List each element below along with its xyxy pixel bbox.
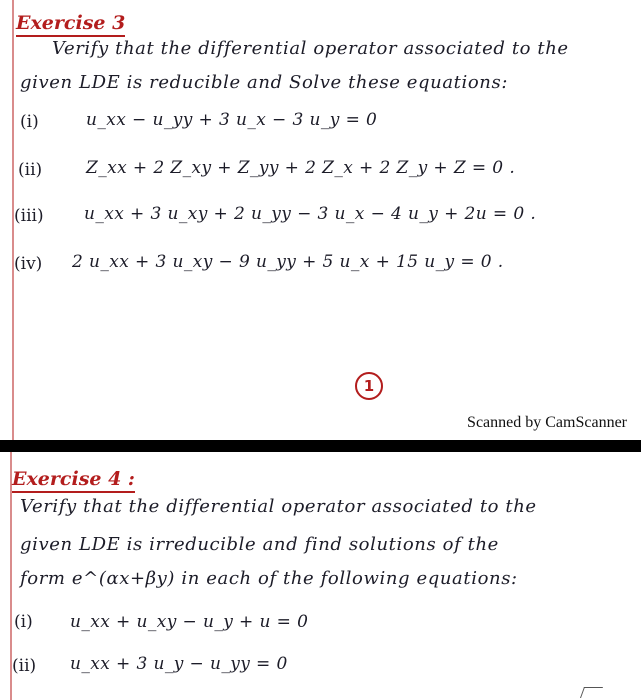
page-number-badge: 1 <box>355 372 383 400</box>
exercise-4-intro-line-3: form e^(αx+βy) in each of the following equations: <box>20 568 518 589</box>
equation: 2 u_xx + 3 u_xy − 9 u_yy + 5 u_x + 15 u_y = 0 . <box>72 252 504 272</box>
equation-label: (i) <box>20 112 39 132</box>
scanner-watermark: Scanned by CamScanner <box>467 414 627 431</box>
equation-label: (iv) <box>14 254 43 274</box>
scanned-page-2 <box>0 452 641 700</box>
equation: Z_xx + 2 Z_xy + Z_yy + 2 Z_x + 2 Z_y + Z = 0 . <box>86 158 516 178</box>
exercise-3-intro-line-1: Verify that the differential operator associated to the <box>52 38 569 59</box>
exercise-4-intro-line-1: Verify that the differential operator associated to the <box>20 496 537 517</box>
equation: u_xx + 3 u_xy + 2 u_yy − 3 u_x − 4 u_y + 2u = 0 . <box>84 204 537 224</box>
exercise-3-intro-line-2: given LDE is reducible and Solve these equations: <box>20 72 508 93</box>
equation: u_xx + u_xy − u_y + u = 0 <box>70 612 309 632</box>
equation-label: (i) <box>14 612 33 632</box>
exercise-3-title: Exercise 3 <box>16 12 125 37</box>
equation-label: (ii) <box>12 656 37 676</box>
pen-stroke-mark <box>580 687 603 698</box>
equation: u_xx + 3 u_y − u_yy = 0 <box>70 654 288 674</box>
exercise-4-intro-line-2: given LDE is irreducible and find solutions of the <box>20 534 499 555</box>
equation-label: (iii) <box>14 206 44 226</box>
equation-label: (ii) <box>18 160 43 180</box>
equation: u_xx − u_yy + 3 u_x − 3 u_y = 0 <box>86 110 378 130</box>
exercise-4-title: Exercise 4 : <box>12 468 135 493</box>
